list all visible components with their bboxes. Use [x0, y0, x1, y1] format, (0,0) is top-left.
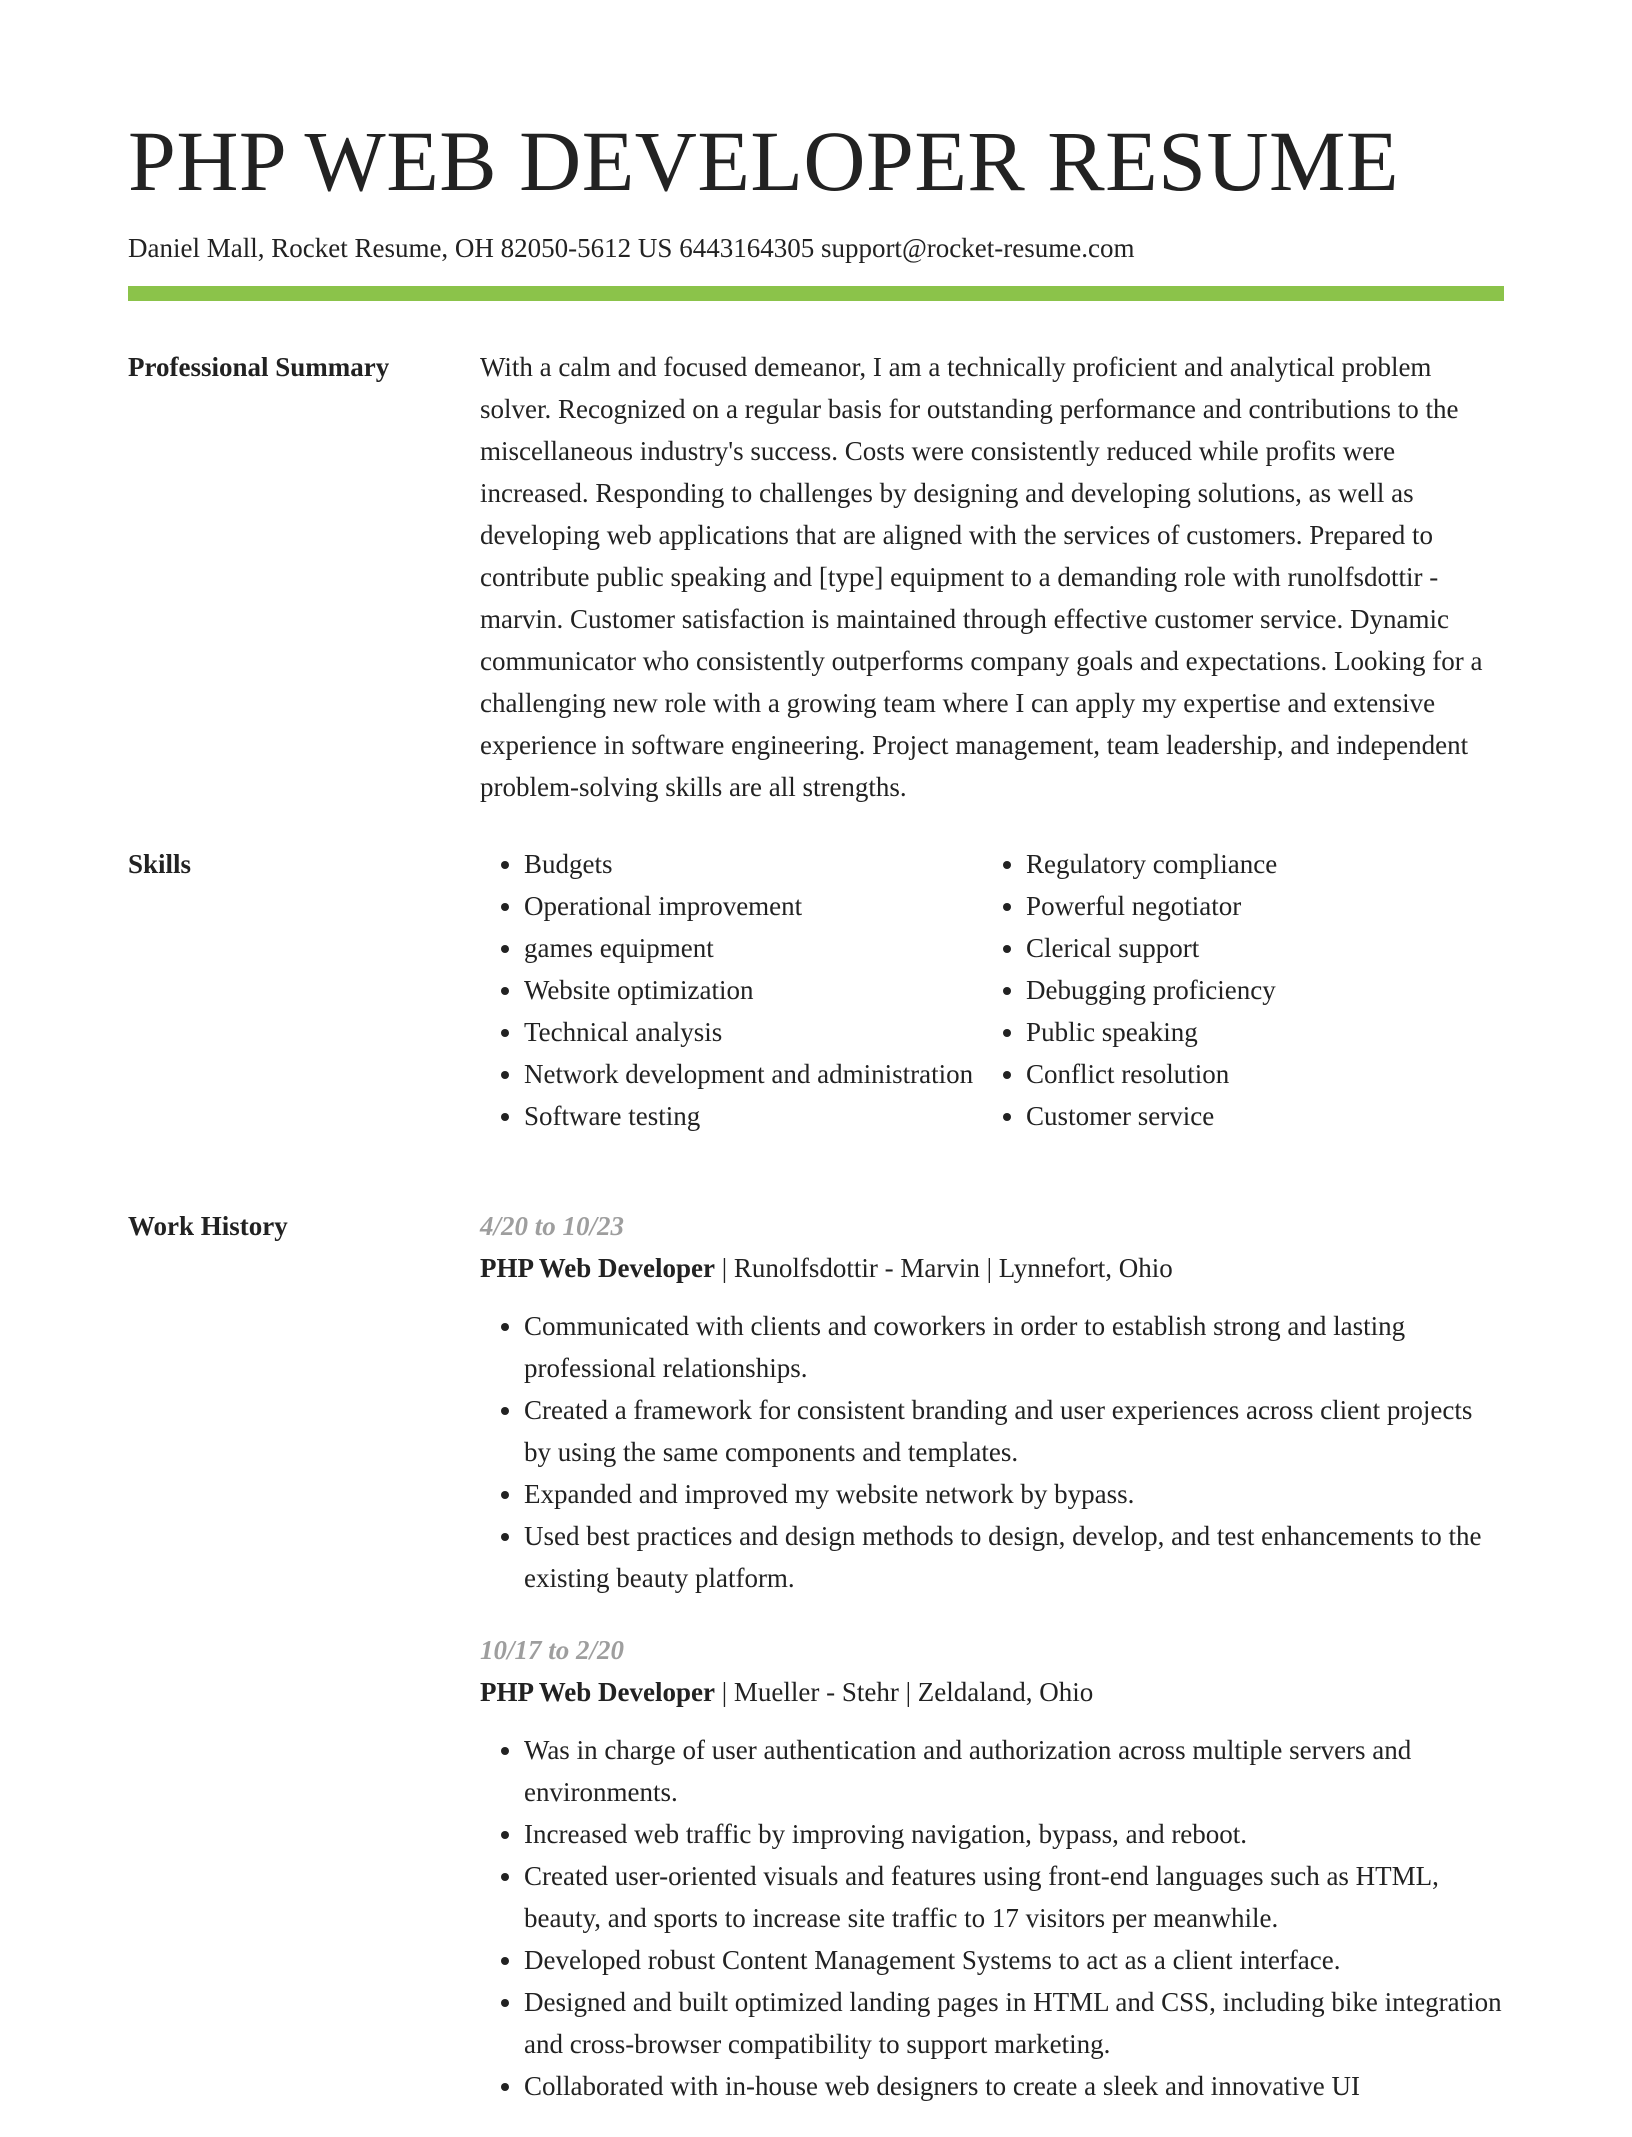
skills-body: [480, 843, 1504, 1137]
job-title: PHP Web Developer: [480, 1253, 715, 1283]
job-responsibilities: [480, 1729, 1504, 2107]
resume-title: PHP WEB DEVELOPER RESUME: [128, 113, 1400, 209]
header-divider: [128, 286, 1504, 301]
job-heading-line: [480, 1671, 1504, 1713]
skills-list-left: [480, 843, 982, 1137]
skills-heading: Skills: [128, 849, 192, 879]
job-bullet: • Expanded and improved my website network by bypass.: [524, 1473, 1504, 1515]
skill-item: • Regulatory compliance: [1026, 843, 1504, 885]
skill-item: • Customer service: [1026, 1095, 1504, 1137]
contact-phone: 6443164305: [679, 233, 815, 263]
skill-item: • games equipment: [524, 927, 982, 969]
job-employer-location: | Runolfsdottir - Marvin | Lynnefort, Ohio: [714, 1253, 1173, 1283]
job-entry: [480, 1629, 1504, 2107]
job-bullet: • Designed and built optimized landing pages in HTML and CSS, including bike integration and cross-browser compatibility to support marketing.: [524, 1981, 1504, 2065]
job-entry: [480, 1205, 1504, 1599]
contact-name: Daniel Mall,: [128, 233, 265, 263]
job-heading-line: [480, 1247, 1504, 1289]
skill-item: • Public speaking: [1026, 1011, 1504, 1053]
skill-item: • Conflict resolution: [1026, 1053, 1504, 1095]
summary-body: [480, 346, 1504, 808]
contact-location: Rocket Resume, OH 82050-5612 US: [271, 233, 673, 263]
job-responsibilities: [480, 1305, 1504, 1599]
summary-text: With a calm and focused demeanor, I am a technically proficient and analytical problem solver. Recognized on a regular basis for outstanding performance and contributions to the miscellaneous industry's success. Costs were consistently reduced while profits were increased. Responding to challenges by designing and developing solutions, as well as developing web applications that are aligned with the services of customers. Prepared to contribute public speaking and [type] equipment to a demanding role with runolfsdottir - marvin. Customer satisfaction is maintained through effective customer service. Dynamic communicator who consistently outperforms company goals and expectations. Looking for a challenging new role with a growing team where I can apply my expertise and extensive experience in software engineering. Project management, team leadership, and independent problem-solving skills are all strengths.: [480, 352, 1483, 802]
skill-item: • Software testing: [524, 1095, 982, 1137]
skill-item: • Operational improvement: [524, 885, 982, 927]
job-dates: 4/20 to 10/23: [480, 1211, 625, 1241]
skill-item: • Budgets: [524, 843, 982, 885]
contact-line: [128, 232, 1134, 264]
job-title: PHP Web Developer: [480, 1677, 715, 1707]
contact-email: support@rocket-resume.com: [820, 233, 1135, 263]
skill-item: • Clerical support: [1026, 927, 1504, 969]
job-bullet: • Communicated with clients and coworkers in order to establish strong and lasting professional relationships.: [524, 1305, 1504, 1389]
job-bullet: • Used best practices and design methods to design, develop, and test enhancements to the existing beauty platform.: [524, 1515, 1504, 1599]
job-employer-location: | Mueller - Stehr | Zeldaland, Ohio: [714, 1677, 1094, 1707]
skill-item: • Technical analysis: [524, 1011, 982, 1053]
skills-list-right: [982, 843, 1504, 1137]
job-bullet: • Was in charge of user authentication and authorization across multiple servers and environments.: [524, 1729, 1504, 1813]
work-history-body: [480, 1205, 1504, 2137]
skill-item: • Debugging proficiency: [1026, 969, 1504, 1011]
summary-heading: Professional Summary: [128, 352, 390, 382]
skill-item: • Powerful negotiator: [1026, 885, 1504, 927]
job-bullet: • Collaborated with in-house web designers to create a sleek and innovative UI: [524, 2065, 1504, 2107]
work-history-heading: Work History: [128, 1211, 288, 1241]
job-bullet: • Created user-oriented visuals and features using front-end languages such as HTML, beauty, and sports to increase site traffic to 17 visitors per meanwhile.: [524, 1855, 1504, 1939]
skill-item: • Website optimization: [524, 969, 982, 1011]
job-bullet: • Developed robust Content Management Systems to act as a client interface.: [524, 1939, 1504, 1981]
job-dates: 10/17 to 2/20: [480, 1635, 625, 1665]
job-bullet: • Increased web traffic by improving navigation, bypass, and reboot.: [524, 1813, 1504, 1855]
skill-item: • Network development and administration: [524, 1053, 982, 1095]
job-bullet: • Created a framework for consistent branding and user experiences across client projects by using the same components and templates.: [524, 1389, 1504, 1473]
